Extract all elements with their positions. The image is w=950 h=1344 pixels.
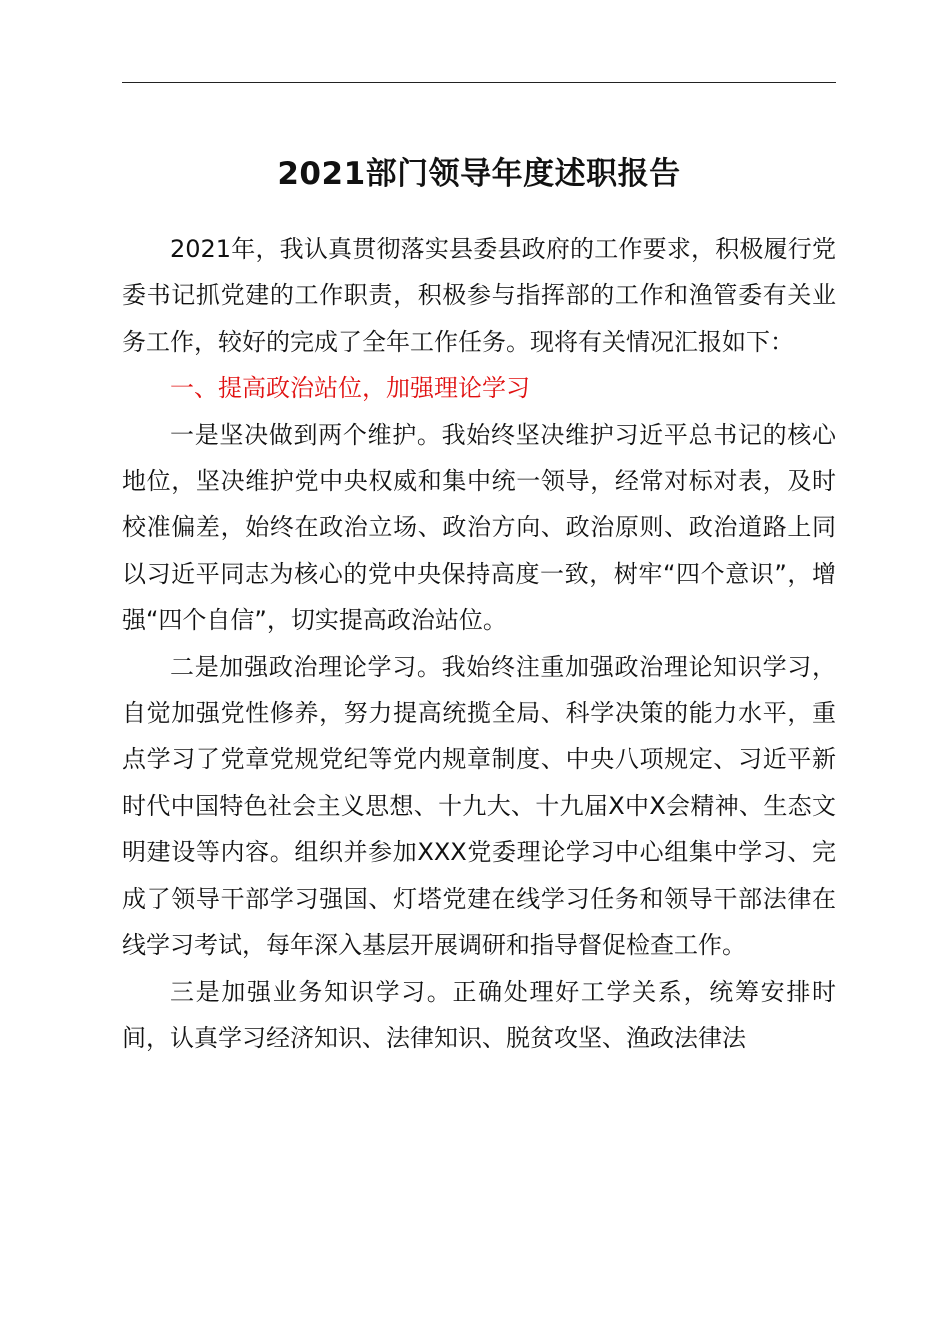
body-paragraph: 三是加强业务知识学习。正确处理好工学关系，统筹安排时间，认真学习经济知识、法律知识、脱贫攻坚、渔政法律法 [122,977,836,1052]
body-paragraph: 一是坚决做到两个维护。我始终坚决维护习近平总书记的核心地位，坚决维护党中央权威和集中统一领导，经常对标对表，及时校准偏差，始终在政治立场、政治方向、政治原则、政治道路上同以习近平同志为核心的党中央保持高度一致，树牢“四个意识”，增强“四个自信”，切实提高政治站位。 [122,420,836,635]
header-rule [122,82,836,83]
body-paragraph: 二是加强政治理论学习。我始终注重加强政治理论知识学习，自觉加强党性修养，努力提高统揽全局、科学决策的能力水平，重点学习了党章党规党纪等党内规章制度、中央八项规定、习近平新时代中国特色社会主义思想、十九大、十九届X中X会精神、生态文明建设等内容。组织并参加XXX党委理论学习中心组集中学习、完成了领导干部学习强国、灯塔党建在线学习任务和领导干部法律在线学习考试，每年深入基层开展调研和指导督促检查工作。 [122,652,836,960]
document-body [122,226,836,1061]
section-heading: 一、提高政治站位，加强理论学习 [170,374,530,403]
document-title: 2021部门领导年度述职报告 [277,156,681,192]
intro-paragraph: 2021年，我认真贯彻落实县委县政府的工作要求，积极履行党委书记抓党建的工作职责，积极参与指挥部的工作和渔管委有关业务工作，较好的完成了全年工作任务。现将有关情况汇报如下： [122,235,836,356]
